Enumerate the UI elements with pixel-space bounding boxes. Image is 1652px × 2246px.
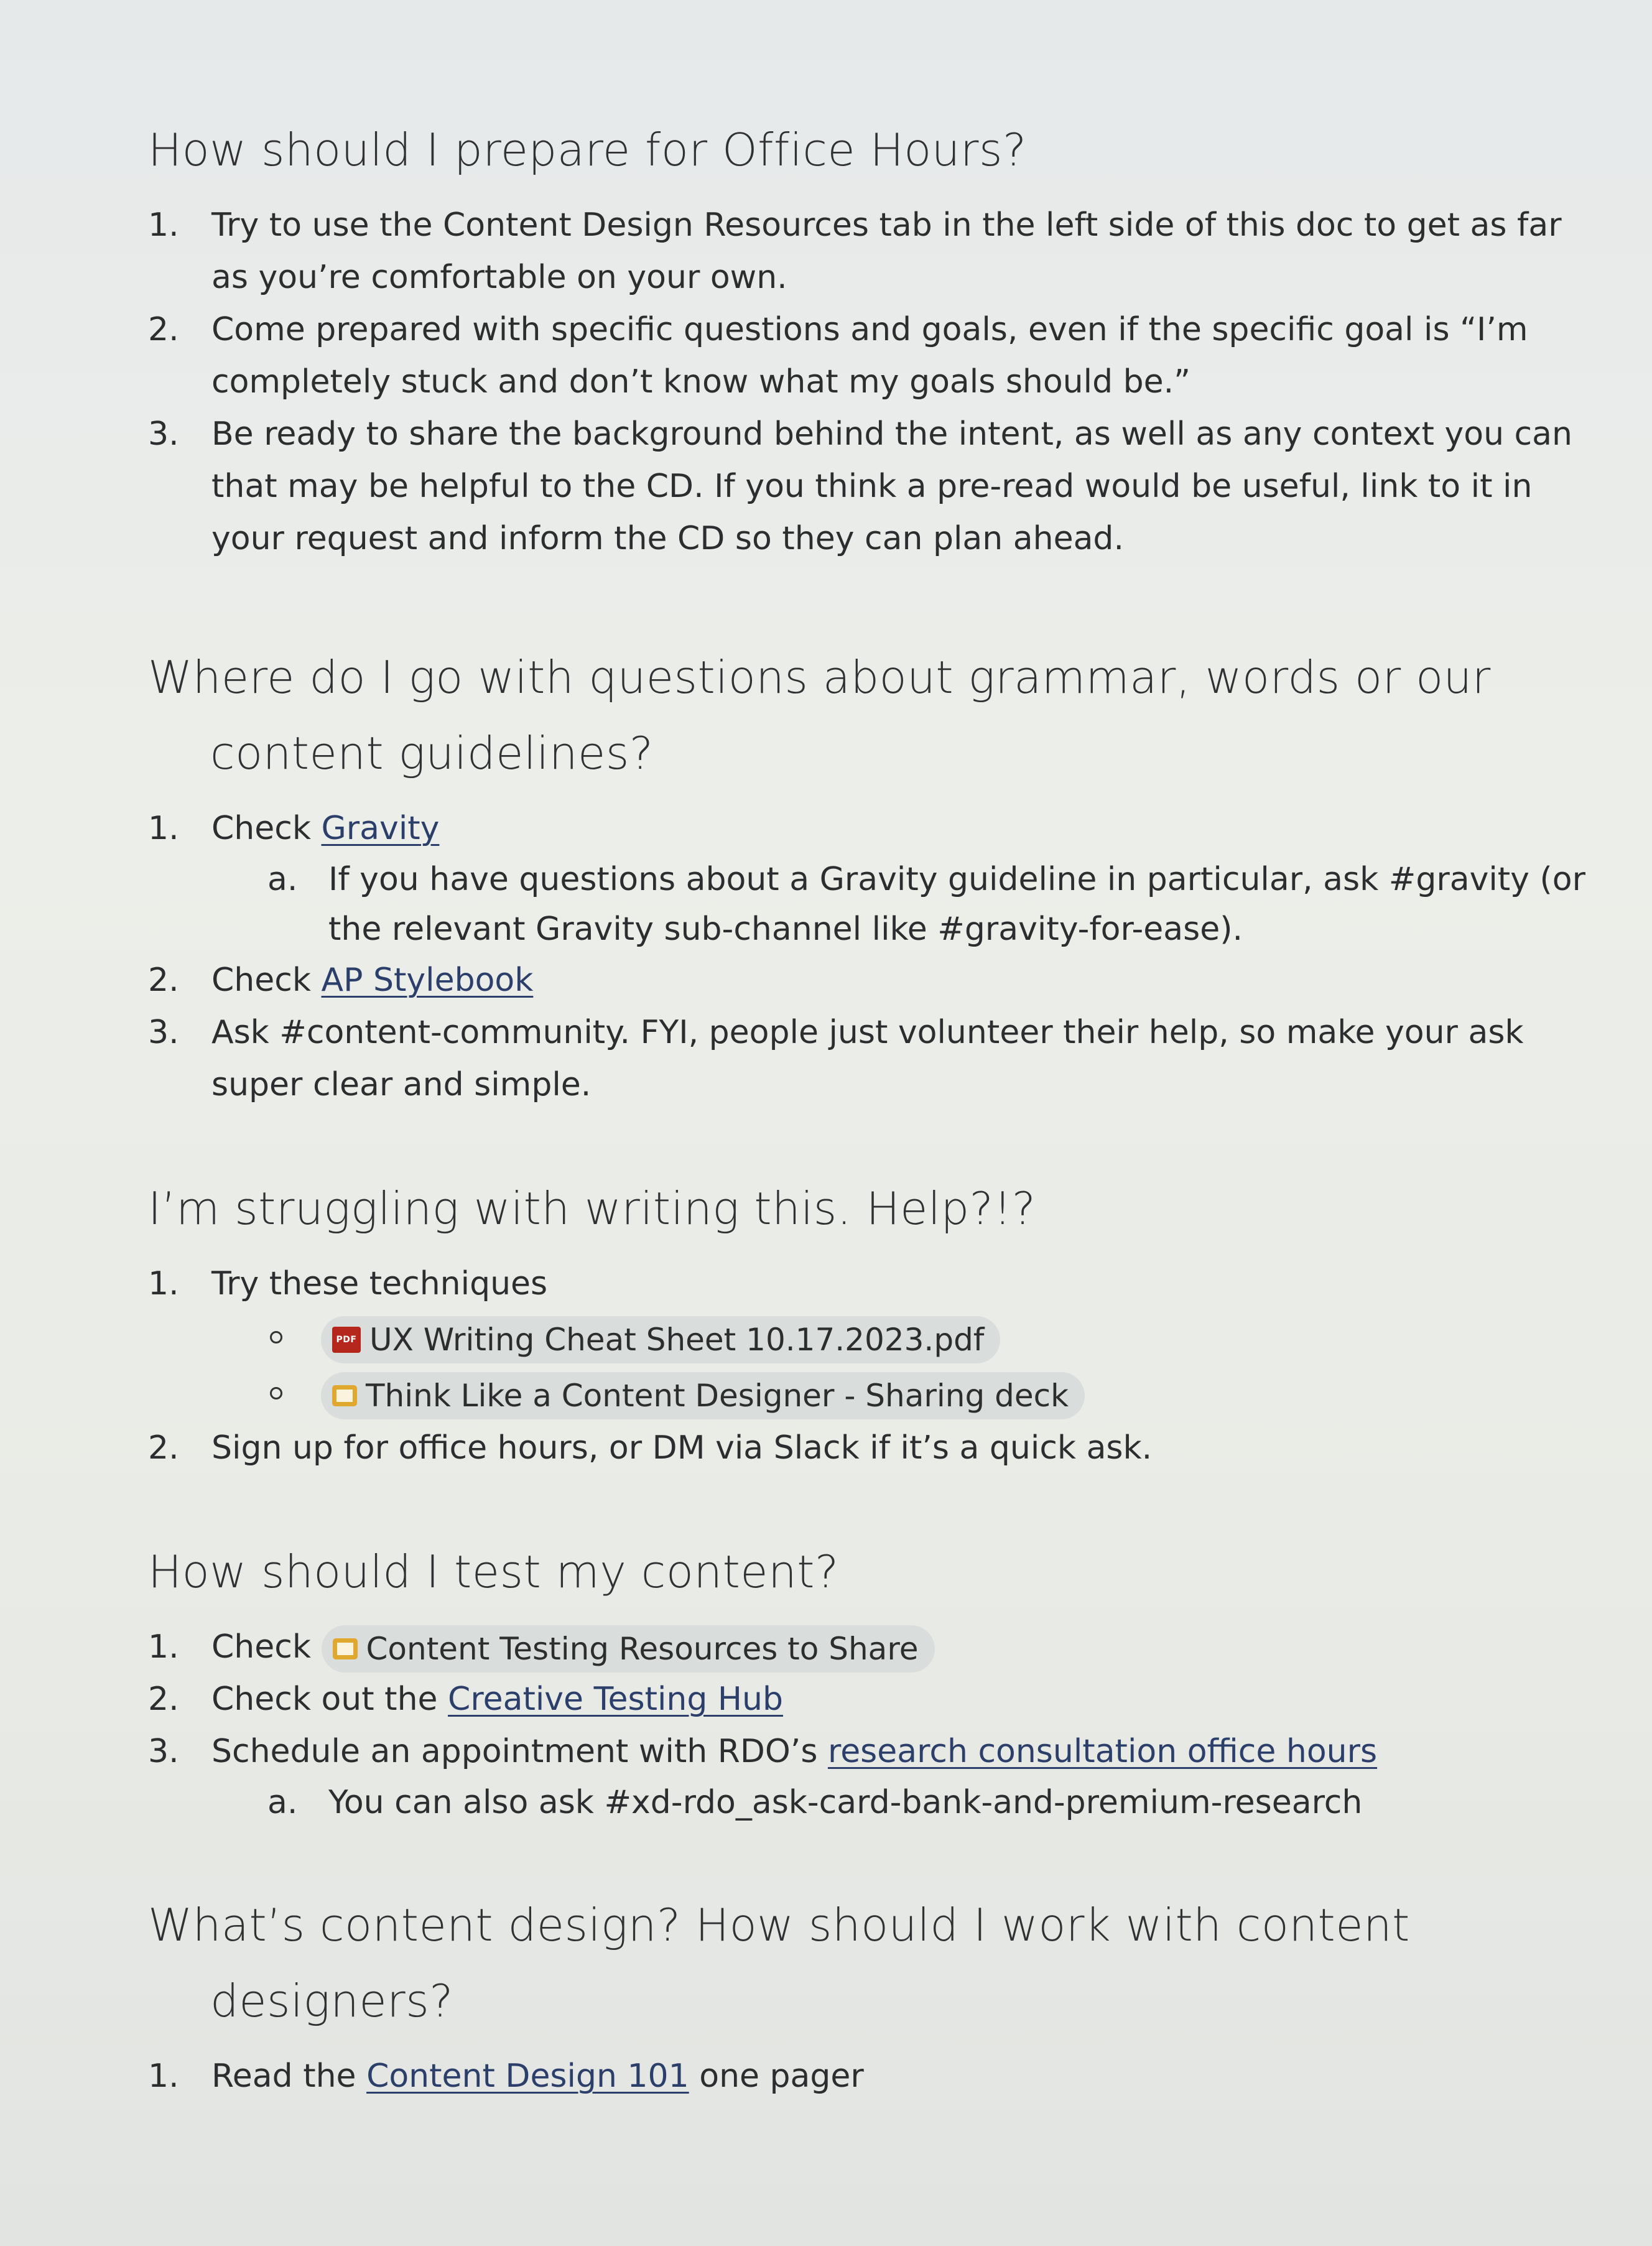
list-item-text: Sign up for office hours, or DM via Slack if it’s a quick ask. (211, 1429, 1153, 1467)
section-office-hours-prep (148, 112, 1602, 565)
heading-test-content: How should I test my content? (148, 1546, 839, 1598)
list-office-hours-prep (148, 199, 1602, 565)
list-content-design (148, 2050, 1602, 2102)
creative-testing-hub-link[interactable]: Creative Testing Hub (448, 1681, 783, 1718)
list-number: 1. (148, 1265, 179, 1302)
content-testing-resources-chip[interactable] (322, 1625, 935, 1673)
list-item-text: Check (211, 962, 322, 999)
sub-list-item (148, 1778, 1602, 1827)
list-item-text: Be ready to share the background behind the intent, as well as any context you can that may be helpful to the CD. If you think a pre-read would be useful, link to it in your request and inform the CD so they can plan ahead. (211, 415, 1572, 557)
heading-line: content guidelines? (210, 727, 654, 779)
sub-list (211, 855, 1602, 954)
list-test-content (148, 1621, 1602, 1827)
ap-stylebook-link[interactable]: AP Stylebook (321, 962, 534, 999)
list-item-text: Check out the (211, 1681, 448, 1718)
list-item (148, 1422, 1602, 1474)
list-item-text: Check (211, 1628, 322, 1666)
list-number: 2. (148, 1681, 179, 1718)
list-item-text: Check (211, 810, 322, 847)
list-number: 2. (148, 1429, 179, 1467)
file-chip-list (211, 1310, 1602, 1422)
list-writing-help (148, 1258, 1602, 1474)
heading-line: Where do I go with questions about grammar, words or our (148, 651, 1491, 703)
file-chip-item (148, 1310, 1602, 1366)
sub-list-letter: a. (267, 1784, 298, 1821)
list-number: 1. (148, 1628, 179, 1666)
list-item (148, 954, 1602, 1006)
sub-list-item-text: If you have questions about a Gravity guideline in particular, ask #gravity (or the relevant Gravity sub-channel like #gravity-for-ease). (328, 861, 1585, 948)
list-grammar-questions (148, 802, 1602, 1111)
sub-list-item (148, 855, 1602, 954)
list-item (148, 199, 1602, 304)
heading-content-design (148, 1887, 1602, 2039)
chip-label: Content Testing Resources to Share (366, 1631, 919, 1667)
slides-file-icon (332, 1385, 357, 1406)
heading-grammar-questions (148, 639, 1602, 791)
chip-label: Think Like a Content Designer - Sharing deck (366, 1378, 1069, 1414)
list-item (148, 1621, 1602, 1673)
list-item (148, 408, 1602, 565)
list-number: 3. (148, 1014, 179, 1051)
section-test-content (148, 1534, 1602, 1827)
chip-label: UX Writing Cheat Sheet 10.17.2023.pdf (369, 1322, 985, 1358)
list-item-text: Try to use the Content Design Resources tab in the left side of this doc to get as far as you’re comfortable on your own. (211, 207, 1562, 296)
list-number: 3. (148, 1733, 179, 1770)
heading-office-hours-prep: How should I prepare for Office Hours? (148, 124, 1027, 176)
list-number: 1. (148, 810, 179, 847)
list-item-text-after: one pager (689, 2058, 864, 2095)
ux-writing-cheat-sheet-chip[interactable] (321, 1316, 1000, 1363)
list-number: 2. (148, 311, 179, 348)
hollow-bullet-icon (270, 1387, 282, 1399)
list-number: 1. (148, 2058, 179, 2095)
hollow-bullet-icon (270, 1331, 282, 1343)
section-content-design (148, 1887, 1602, 2102)
list-number: 2. (148, 962, 179, 999)
list-item (148, 802, 1602, 954)
list-item (148, 304, 1602, 408)
file-chip-item (148, 1366, 1602, 1422)
list-item-text: Ask #content-community. FYI, people just volunteer their help, so make your ask super clear and simple. (211, 1014, 1524, 1103)
pdf-file-icon: PDF (332, 1327, 361, 1353)
list-number: 3. (148, 415, 179, 453)
list-item (148, 2050, 1602, 2102)
sub-list (211, 1778, 1602, 1827)
heading-line: designers? (210, 1975, 453, 2027)
list-item (148, 1725, 1602, 1827)
list-item-text: Come prepared with specific questions and goals, even if the specific goal is “I’m completely stuck and don’t know what my goals should be.” (211, 311, 1528, 401)
gravity-link[interactable]: Gravity (321, 810, 440, 847)
list-item (148, 1258, 1602, 1422)
research-consultation-link[interactable]: research consultation office hours (827, 1733, 1378, 1770)
slides-file-icon (333, 1638, 358, 1659)
section-grammar-questions (148, 639, 1602, 1111)
sub-list-item-text: You can also ask #xd-rdo_ask-card-bank-and-premium-research (328, 1784, 1363, 1821)
list-number: 1. (148, 207, 179, 244)
think-like-content-designer-chip[interactable] (321, 1372, 1085, 1419)
sub-list-letter: a. (267, 861, 298, 898)
content-design-101-link[interactable]: Content Design 101 (366, 2058, 689, 2095)
heading-writing-help: I’m struggling with writing this. Help?!? (148, 1182, 1036, 1235)
list-item-text: Schedule an appointment with RDO’s (211, 1733, 828, 1770)
list-item-text: Try these techniques (211, 1265, 548, 1302)
list-item (148, 1673, 1602, 1725)
list-item (148, 1006, 1602, 1111)
list-item-text: Read the (211, 2058, 367, 2095)
section-writing-help (148, 1171, 1602, 1474)
heading-line: What’s content design? How should I work with content (148, 1899, 1410, 1951)
